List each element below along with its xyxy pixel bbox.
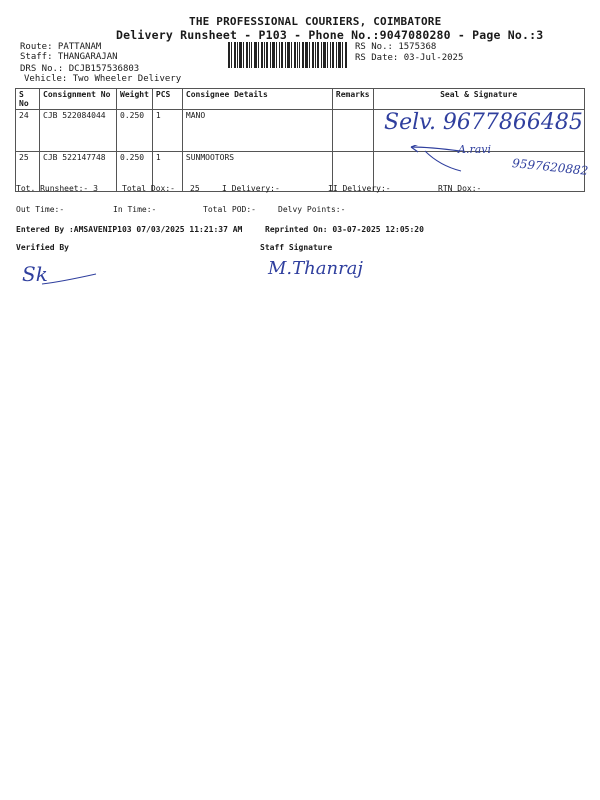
col-remarks: Remarks [332,89,373,110]
row-weight: 0.250 [117,110,153,152]
col-consignment: Consignment No [40,89,117,110]
row-consignee: SUNMOOTORS [182,152,332,192]
runsheet-title: Delivery Runsheet - P103 - Phone No.:9047080280 - Page No.:3 [116,28,544,42]
staff-signature: M.Thanraj [268,258,363,279]
tot-runsheet: Tot. Runsheet:- 3 [16,184,98,193]
route: Route: PATTANAM [20,42,102,52]
i-delivery: I Delivery:- [222,184,280,193]
col-sno: S No [16,89,40,110]
handwritten-signature-row1: Selv. 9677866485 [384,110,583,135]
in-time: In Time:- [113,205,157,214]
barcode-image [228,42,348,68]
arrow-icon [405,145,465,175]
out-time: Out Time:- [16,205,65,214]
rtn-dox: RTN Dox:- [438,184,482,193]
col-consignee: Consignee Details [182,89,332,110]
total-dox-value: 25 [190,184,200,193]
drs-number: DRS No.: DCJB157536803 [20,64,140,74]
staff: Staff: THANGARAJAN [20,52,118,62]
col-weight: Weight [117,89,153,110]
table-header-row [16,89,585,110]
row-weight: 0.250 [117,152,153,192]
runsheet-table [15,88,585,192]
table-row [16,152,585,192]
col-seal-signature: Seal & Signature [373,89,584,110]
row-consignment: CJB 522084044 [40,110,117,152]
signature-stroke-icon [40,272,100,288]
company-name: THE PROFESSIONAL COURIERS, COIMBATORE [189,15,442,28]
staff-signature-label: Staff Signature [260,243,333,252]
total-dox-label: Total Dox:- [122,184,175,193]
handwritten-phone-row2: 9597620882 [511,156,589,178]
total-pod: Total POD:- [203,205,256,214]
row-pcs: 1 [152,110,182,152]
delvy-points: Delvy Points:- [278,205,346,214]
row-remarks [332,110,373,152]
ii-delivery: II Delivery:- [328,184,391,193]
rs-number: RS No.: 1575368 [355,42,437,52]
row-sno: 24 [16,110,40,152]
row-consignee: MANO [182,110,332,152]
col-pcs: PCS [152,89,182,110]
reprinted-on: Reprinted On: 03-07-2025 12:05:20 [265,225,424,234]
row-pcs: 1 [152,152,182,192]
rs-date: RS Date: 03-Jul-2025 [355,53,464,63]
handwritten-name-row2: A.ravi [458,143,491,156]
verified-signature: Sk [22,262,48,286]
row-sno: 25 [16,152,40,192]
verified-by-label: Verified By [16,243,69,252]
entered-by: Entered By :AMSAVENIP103 07/03/2025 11:21:37 AM [16,225,243,234]
vehicle: Vehicle: Two Wheeler Delivery [24,74,182,84]
row-consignment: CJB 522147748 [40,152,117,192]
